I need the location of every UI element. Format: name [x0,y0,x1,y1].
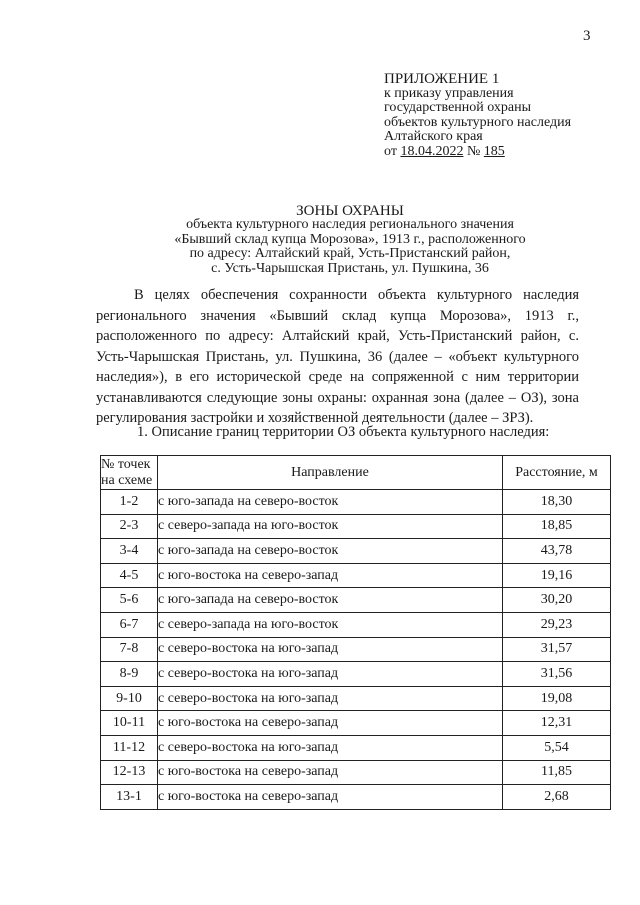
appendix-date-line [384,145,571,160]
cell-points: 10-11 [101,711,158,736]
cell-distance: 29,23 [503,612,611,637]
order-number: 185 [483,143,505,159]
cell-direction: с юго-востока на северо-запад [158,760,503,785]
cell-distance: 31,57 [503,637,611,662]
subtitle-line: объекта культурного наследия регионального значения [186,217,514,232]
cell-direction: с северо-запада на юго-восток [158,612,503,637]
cell-points: 13-1 [101,785,158,810]
table-row [101,735,611,760]
table-row [101,785,611,810]
cell-points: 6-7 [101,612,158,637]
date-prefix: от [384,143,401,159]
cell-distance: 30,20 [503,588,611,613]
cell-points: 12-13 [101,760,158,785]
cell-direction: с юго-востока на северо-запад [158,785,503,810]
cell-direction: с северо-востока на юго-запад [158,686,503,711]
cell-points: 9-10 [101,686,158,711]
cell-direction: с юго-запада на северо-восток [158,588,503,613]
table-row [101,514,611,539]
cell-direction: с юго-запада на северо-восток [158,490,503,515]
intro-paragraph: В целях обеспечения сохранности объекта культурного наследия регионального значения «Бывший склад купца Морозова», 1913 г., расположенного по адресу: Алтайский край, Усть-Пристанский район, с. Усть-Чарышская Пристань, ул. Пушкина, 36 (далее – «объект культурного наследия»), в его исторической среде на сопряженной с ним территории устанавливаются следующие зоны охраны: охранная зона (далее – ОЗ), зона регулирования застройки и хозяйственной деятельности (далее – ЗРЗ). [96,287,579,426]
appendix-title: ПРИЛОЖЕНИЕ 1 [384,71,500,87]
table-row [101,588,611,613]
table-row [101,637,611,662]
cell-points: 8-9 [101,662,158,687]
order-date: 18.04.2022 [400,143,464,159]
header-points: № точек на схеме [101,456,158,490]
cell-distance: 19,08 [503,686,611,711]
cell-direction: с северо-востока на юго-запад [158,637,503,662]
cell-direction: с северо-запада на юго-восток [158,514,503,539]
cell-direction: с северо-востока на юго-запад [158,662,503,687]
cell-points: 5-6 [101,588,158,613]
cell-distance: 12,31 [503,711,611,736]
zones-subtitle [140,218,560,276]
cell-points: 2-3 [101,514,158,539]
number-prefix: № [463,143,484,159]
cell-distance: 18,30 [503,490,611,515]
table-row [101,760,611,785]
cell-points: 1-2 [101,490,158,515]
cell-points: 4-5 [101,563,158,588]
header-distance: Расстояние, м [503,456,611,490]
cell-direction: с северо-востока на юго-запад [158,735,503,760]
appendix-line: объектов культурного наследия [384,114,572,130]
table-row [101,490,611,515]
appendix-line: государственной охраны [384,100,532,115]
subtitle-line: по адресу: Алтайский край, Усть-Пристанский район, [189,246,511,261]
table-row [101,612,611,637]
cell-distance: 18,85 [503,514,611,539]
cell-distance: 2,68 [503,785,611,810]
table-row [101,539,611,564]
cell-distance: 11,85 [503,760,611,785]
cell-distance: 19,16 [503,563,611,588]
zones-title: ЗОНЫ ОХРАНЫ [296,203,404,219]
cell-points: 11-12 [101,735,158,760]
page-number: 3 [583,28,591,44]
cell-direction: с юго-востока на северо-запад [158,711,503,736]
table-row [101,563,611,588]
appendix-line: Алтайского края [384,129,483,144]
cell-distance: 31,56 [503,662,611,687]
section-heading: 1. Описание границ территории ОЗ объекта культурного наследия: [137,424,550,440]
table-row [101,686,611,711]
subtitle-line: с. Усть-Чарышская Пристань, ул. Пушкина, 36 [211,260,489,276]
cell-points: 7-8 [101,637,158,662]
boundary-table [100,455,611,810]
header-direction: Направление [158,456,503,490]
subtitle-line: «Бывший склад купца Морозова», 1913 г., расположенного [174,231,526,247]
cell-direction: с юго-запада на северо-восток [158,539,503,564]
cell-points: 3-4 [101,539,158,564]
table-header-row [101,456,611,490]
cell-distance: 5,54 [503,735,611,760]
table-row [101,662,611,687]
appendix-line: к приказу управления [384,85,514,101]
cell-distance: 43,78 [503,539,611,564]
cell-direction: с юго-востока на северо-запад [158,563,503,588]
appendix-block [384,72,571,159]
table-row [101,711,611,736]
